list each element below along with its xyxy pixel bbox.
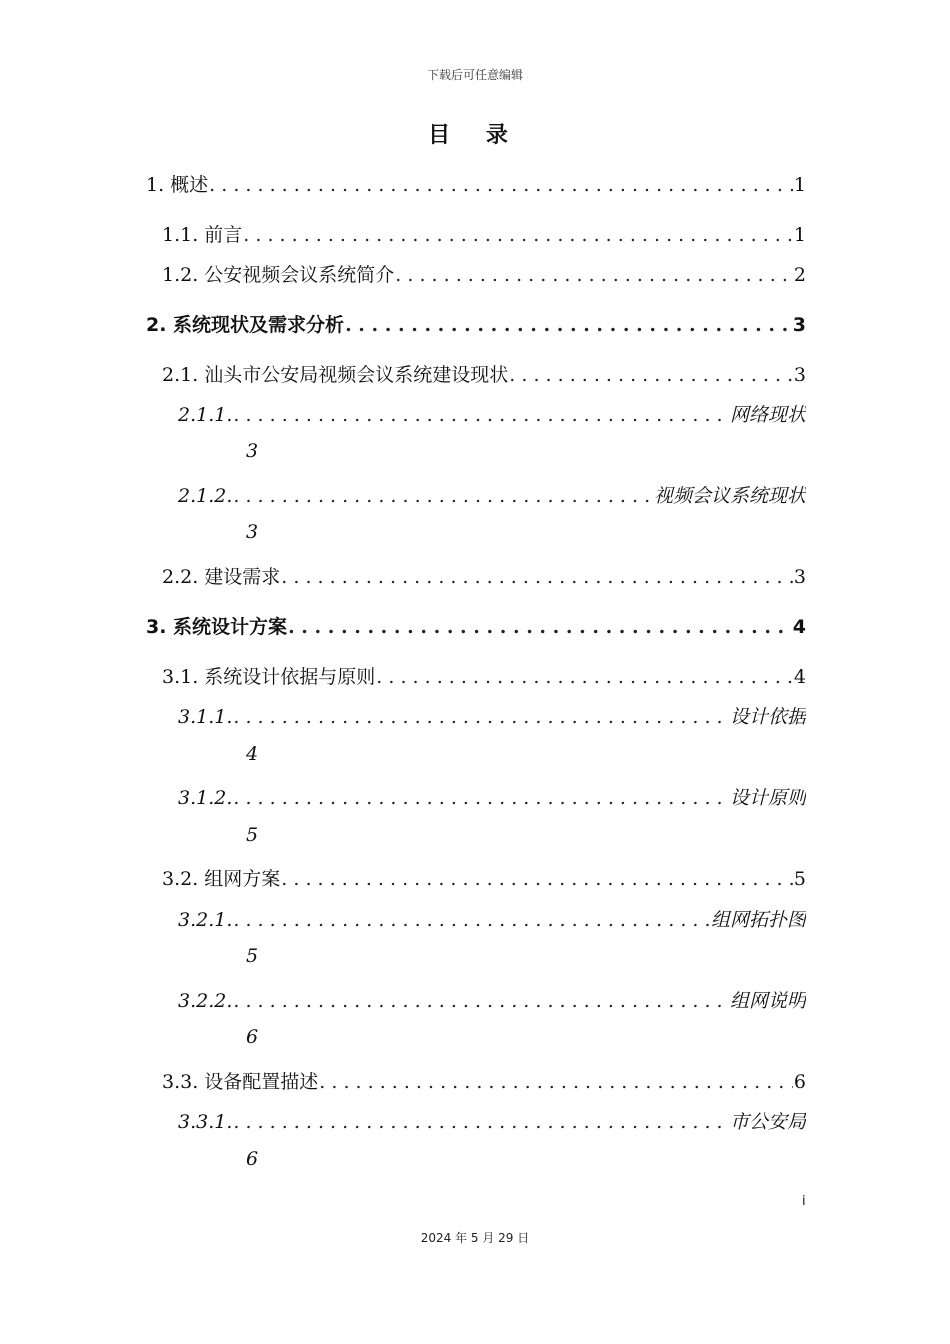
toc-entry-page: 5	[246, 945, 259, 967]
toc-leader	[281, 868, 793, 890]
toc-leader	[376, 666, 793, 688]
toc-entry-label: 3.2.2.	[178, 990, 233, 1012]
toc-entry[interactable]	[178, 1107, 806, 1134]
toc-leader	[395, 264, 793, 286]
toc-entry-page: 4	[246, 743, 259, 765]
toc-leader	[319, 1071, 793, 1093]
toc-leader	[233, 485, 653, 507]
toc-entry-label: 3.3.1.	[178, 1111, 233, 1133]
page-header: 下载后可任意编辑	[426, 68, 523, 82]
toc-entry[interactable]	[178, 783, 806, 810]
toc-entry-label: 1.1. 前言	[162, 224, 243, 246]
toc-entry-page: 1	[793, 174, 806, 196]
toc-entry[interactable]	[162, 260, 806, 287]
toc-entry-page: 3	[792, 314, 806, 336]
toc-entry[interactable]	[146, 612, 806, 639]
toc-entry[interactable]	[162, 662, 806, 689]
toc-entry[interactable]	[162, 220, 806, 247]
toc-entry-page: 6	[793, 1071, 806, 1093]
toc-entry-page: 6	[246, 1148, 259, 1170]
toc-entry[interactable]	[178, 986, 806, 1013]
toc-leader	[233, 1111, 729, 1133]
toc-entry-page: 4	[793, 666, 806, 688]
toc-entry-label: 1.2. 公安视频会议系统简介	[162, 264, 395, 286]
toc-entry[interactable]	[178, 400, 806, 427]
toc-entry-page: 1	[793, 224, 806, 246]
toc-entry-label: 3. 系统设计方案	[146, 616, 288, 638]
toc-leader	[281, 566, 793, 588]
toc-entry-title: 设计原则	[729, 787, 806, 809]
toc-entry[interactable]	[146, 310, 806, 337]
toc-entry-page: 2	[793, 264, 806, 286]
toc-entry-label: 3.1. 系统设计依据与原则	[162, 666, 376, 688]
toc-leader	[233, 706, 729, 728]
toc-entry-label: 2.1.2.	[178, 485, 233, 507]
toc-entry-page: 5	[246, 824, 259, 846]
toc-entry[interactable]	[162, 562, 806, 589]
toc-entry-page: 3	[246, 521, 259, 543]
toc-entry-title: 市公安局	[729, 1111, 806, 1133]
toc-entry-page: 3	[246, 440, 259, 462]
toc-entry-label: 3.2.1.	[178, 909, 233, 931]
toc-entry[interactable]	[178, 905, 806, 932]
toc-leader	[509, 364, 793, 386]
toc-entry-title: 视频会议系统现状	[653, 485, 806, 507]
toc-entry[interactable]	[162, 864, 806, 891]
toc-leader	[233, 404, 729, 426]
toc-leader	[288, 616, 792, 638]
toc-entry-title: 组网拓扑图	[710, 909, 806, 931]
toc-entry-label: 2.2. 建设需求	[162, 566, 281, 588]
toc-entry[interactable]	[146, 170, 806, 197]
toc-entry[interactable]	[162, 1067, 806, 1094]
toc-entry-label: 2. 系统现状及需求分析	[146, 314, 345, 336]
toc-entry-title: 设计依据	[729, 706, 806, 728]
toc-leader	[233, 909, 710, 931]
toc-entry-label: 2.1. 汕头市公安局视频会议系统建设现状	[162, 364, 509, 386]
toc-entry-label: 2.1.1.	[178, 404, 233, 426]
toc-entry[interactable]	[178, 481, 806, 508]
toc-entry-page: 3	[793, 566, 806, 588]
toc-title: 目 录	[428, 123, 522, 148]
toc-leader	[243, 224, 793, 246]
toc-leader	[345, 314, 792, 336]
page-number: i	[802, 1194, 806, 1209]
toc-entry-label: 3.3. 设备配置描述	[162, 1071, 319, 1093]
toc-entry-title: 网络现状	[729, 404, 806, 426]
toc-leader	[209, 174, 793, 196]
toc-entry-page: 4	[792, 616, 806, 638]
toc-leader	[233, 787, 729, 809]
toc-leader	[233, 990, 729, 1012]
page-footer-date: 2024 年 5 月 29 日	[420, 1231, 530, 1245]
toc-entry-label: 1. 概述	[146, 174, 209, 196]
toc-entry-label: 3.1.1.	[178, 706, 233, 728]
toc-entry-label: 3.2. 组网方案	[162, 868, 281, 890]
toc-entry-label: 3.1.2.	[178, 787, 233, 809]
toc-entry[interactable]	[162, 360, 806, 387]
toc-entry-title: 组网说明	[729, 990, 806, 1012]
toc-entry[interactable]	[178, 702, 806, 729]
toc-entry-page: 3	[793, 364, 806, 386]
toc-entry-page: 6	[246, 1026, 259, 1048]
toc-entry-page: 5	[793, 868, 806, 890]
